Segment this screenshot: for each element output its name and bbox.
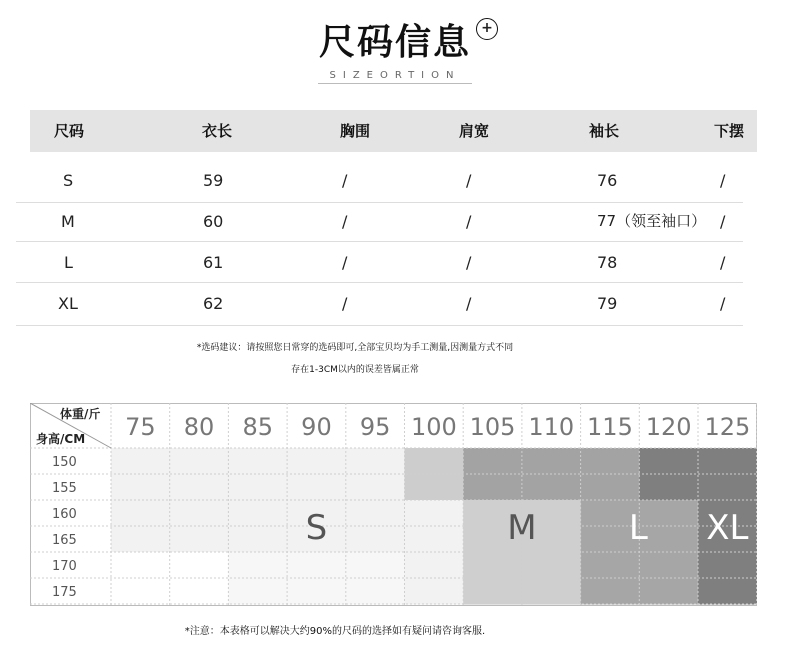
cell-length: 62 xyxy=(203,294,224,313)
cell-chest: / xyxy=(342,212,348,231)
cell-size: M xyxy=(61,212,75,231)
chart-cell xyxy=(287,448,346,475)
cell-size: S xyxy=(63,171,74,190)
cell-chest: / xyxy=(342,294,348,313)
table-row xyxy=(30,201,757,242)
table-row xyxy=(30,160,757,201)
cell-hem: / xyxy=(720,294,726,313)
column-header-size: 尺码 xyxy=(54,122,85,140)
height-tick-label: 150 xyxy=(52,455,77,470)
chart-cell xyxy=(170,500,229,527)
chart-cell xyxy=(111,526,170,553)
chart-cell xyxy=(698,578,757,605)
chart-cell xyxy=(698,474,757,501)
weight-tick-label: 110 xyxy=(528,413,575,441)
chart-cell xyxy=(698,552,757,579)
chart-cell xyxy=(111,448,170,475)
weight-tick-label: 105 xyxy=(469,413,516,441)
chart-cell xyxy=(228,526,287,553)
chart-cell xyxy=(346,448,405,475)
weight-tick-label: 90 xyxy=(301,413,332,441)
chart-cell xyxy=(463,474,522,501)
chart-cell xyxy=(170,448,229,475)
size-zone-label: L xyxy=(628,508,648,548)
weight-tick-label: 125 xyxy=(704,413,751,441)
height-axis-label: 身高/CM xyxy=(36,432,86,446)
cell-shoulder: / xyxy=(466,253,472,272)
weight-tick-label: 95 xyxy=(359,413,391,441)
weight-tick-label: 115 xyxy=(587,413,633,441)
weight-tick-label: 120 xyxy=(645,413,692,441)
page-title: 尺码信息 xyxy=(318,22,471,63)
chart-cell xyxy=(170,474,229,501)
chart-cell xyxy=(405,526,464,553)
chart-cell xyxy=(170,526,229,553)
cell-sleeve: 77（领至袖口） xyxy=(597,212,707,230)
chart-cell xyxy=(346,578,405,605)
weight-tick-label: 100 xyxy=(410,413,457,441)
chart-cell xyxy=(287,552,346,579)
chart-cell xyxy=(698,448,757,475)
cell-hem: / xyxy=(720,253,726,272)
chart-cell xyxy=(639,474,698,501)
size-advice-note-line2: 存在1-3CM以内的误差皆属正常 xyxy=(291,365,419,375)
cell-size: XL xyxy=(58,294,78,313)
cell-length: 60 xyxy=(203,212,224,231)
cell-length: 59 xyxy=(203,171,224,190)
chart-cell xyxy=(228,448,287,475)
chart-cell xyxy=(405,448,464,475)
column-header-length: 衣长 xyxy=(202,122,233,140)
chart-cell xyxy=(405,578,464,605)
cell-shoulder: / xyxy=(466,294,472,313)
column-header-chest: 胸围 xyxy=(340,122,371,140)
height-tick-label: 175 xyxy=(52,585,77,600)
cell-sleeve: 78 xyxy=(597,253,618,272)
cell-chest: / xyxy=(342,171,348,190)
chart-cell xyxy=(639,578,698,605)
size-zone-label: M xyxy=(507,508,537,548)
column-header-hem: 下摆 xyxy=(714,122,745,140)
cell-sleeve: 79 xyxy=(597,294,618,313)
chart-cell xyxy=(228,552,287,579)
size-advice-note: *选码建议：请按照您日常穿的选码即可,全部宝贝均为手工测量,因测量方式不同 xyxy=(196,343,514,353)
chart-cell xyxy=(287,474,346,501)
chart-cell xyxy=(287,578,346,605)
chart-cell xyxy=(463,578,522,605)
chart-cell xyxy=(581,448,640,475)
size-zone-label: S xyxy=(305,508,328,548)
chart-cell xyxy=(522,578,581,605)
chart-cell xyxy=(639,526,698,553)
size-zone-label: XL xyxy=(706,508,749,548)
height-tick-label: 170 xyxy=(52,559,77,574)
chart-cell xyxy=(639,500,698,527)
chart-cell xyxy=(228,578,287,605)
chart-cell xyxy=(639,552,698,579)
chart-cell xyxy=(522,552,581,579)
cell-chest: / xyxy=(342,253,348,272)
subtitle-divider xyxy=(318,83,472,84)
row-divider xyxy=(16,325,743,326)
footer-note: *注意：本表格可以解决大约90%的尺码的选择如有疑问请咨询客服. xyxy=(184,626,486,637)
cell-shoulder: / xyxy=(466,212,472,231)
chart-cell xyxy=(111,500,170,527)
chart-cell xyxy=(405,474,464,501)
chart-cell xyxy=(111,578,170,605)
weight-tick-label: 85 xyxy=(242,413,274,441)
chart-cell xyxy=(346,500,405,527)
cell-size: L xyxy=(64,253,73,272)
cell-hem: / xyxy=(720,171,726,190)
height-tick-label: 165 xyxy=(52,533,77,548)
column-header-shoulder: 肩宽 xyxy=(459,122,490,140)
weight-height-size-chart xyxy=(30,403,757,606)
size-chart-grid xyxy=(30,403,757,606)
height-tick-label: 155 xyxy=(52,481,77,496)
chart-cell xyxy=(170,552,229,579)
weight-axis-label: 体重/斤 xyxy=(60,407,101,421)
chart-cell xyxy=(639,448,698,475)
chart-cell xyxy=(111,552,170,579)
chart-cell xyxy=(405,500,464,527)
table-row xyxy=(30,242,757,283)
size-table-header xyxy=(30,110,757,152)
chart-cell xyxy=(346,474,405,501)
cell-shoulder: / xyxy=(466,171,472,190)
size-table xyxy=(30,110,757,324)
chart-cell xyxy=(405,552,464,579)
weight-tick-label: 75 xyxy=(125,413,156,441)
chart-cell xyxy=(581,552,640,579)
chart-cell xyxy=(228,474,287,501)
chart-cell xyxy=(522,474,581,501)
chart-cell xyxy=(170,578,229,605)
cell-sleeve: 76 xyxy=(597,171,618,190)
sparkle-plus-icon: + xyxy=(476,18,498,40)
table-row xyxy=(30,283,757,324)
chart-cell xyxy=(581,578,640,605)
chart-cell xyxy=(346,526,405,553)
cell-hem: / xyxy=(720,212,726,231)
weight-tick-label: 80 xyxy=(183,413,215,441)
cell-length: 61 xyxy=(203,253,224,272)
page-subtitle: SIZEORTION xyxy=(329,70,461,81)
chart-cell xyxy=(228,500,287,527)
chart-cell xyxy=(581,474,640,501)
chart-cell xyxy=(463,448,522,475)
height-tick-label: 160 xyxy=(52,507,77,522)
column-header-sleeve: 袖长 xyxy=(589,122,620,140)
chart-cell xyxy=(463,552,522,579)
chart-cell xyxy=(111,474,170,501)
chart-cell xyxy=(522,448,581,475)
chart-cell xyxy=(346,552,405,579)
